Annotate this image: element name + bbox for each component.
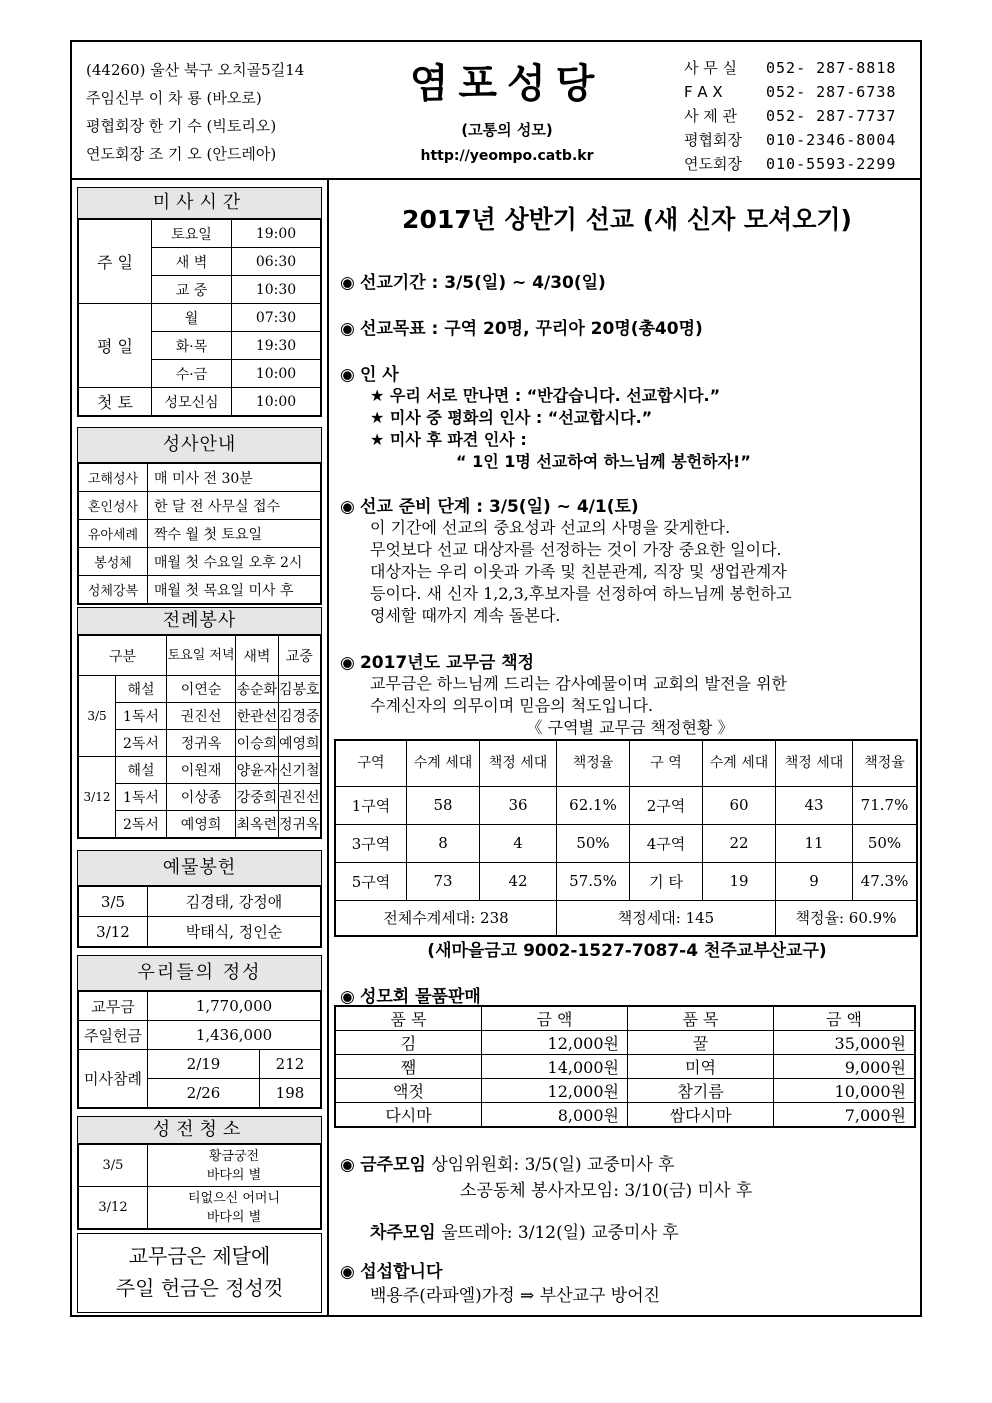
sale-price: 12,000원 — [482, 1031, 628, 1055]
bullet-icon: ◉ — [340, 365, 355, 385]
contact-label: 평협회장 — [684, 131, 742, 149]
sacrament-name: 고해성사 — [79, 464, 148, 492]
greeting-line: ★ 미사 후 파견 인사 : — [370, 430, 527, 449]
bullet-icon: ◉ — [340, 653, 355, 673]
greeting-line: ★ 우리 서로 만나면 : “반갑습니다. 선교합시다.” — [370, 386, 721, 405]
liturgy-cell: 강중희 — [236, 784, 278, 811]
dues-header: 책정율 — [853, 740, 918, 786]
contact-row — [684, 80, 896, 104]
mass-times-box — [77, 187, 322, 417]
dues-total: 책정율: 60.9% — [776, 900, 918, 936]
sale-price: 7,000원 — [774, 1103, 916, 1128]
liturgy-title: 전례봉사 — [78, 608, 321, 635]
finance-box — [77, 955, 322, 1109]
mission-goal — [340, 314, 920, 339]
priest: 주임신부 이 차 룡 (바오로) — [86, 89, 262, 107]
sale-item: 쨈 — [335, 1055, 482, 1079]
sacraments-table — [78, 463, 321, 604]
sale-item: 다시마 — [335, 1103, 482, 1128]
dues-cell: 57.5% — [557, 862, 630, 900]
sacrament-desc: 매월 첫 목요일 미사 후 — [148, 576, 321, 604]
contact-row — [684, 104, 896, 128]
attendance-count: 198 — [260, 1079, 321, 1108]
bank-account: (새마을금고 9002-1527-7087-4 천주교부산교구) — [427, 941, 827, 961]
liturgy-cell: 김봉호 — [278, 676, 320, 703]
callout-line-2: 주일 헌금은 정성껏 — [115, 1276, 284, 1300]
mass-time: 10:00 — [232, 360, 321, 388]
sacrament-desc: 한 달 전 사무실 접수 — [148, 492, 321, 520]
offering-title: 예물봉헌 — [78, 851, 321, 886]
prep-line: 등이다. 새 신자 1,2,3,후보자를 선정하여 하느님께 봉헌하고 — [370, 584, 792, 603]
contact-value: 052- 287-8818 — [766, 59, 897, 77]
next-meeting-line: 울뜨레아: 3/12(일) 교중미사 후 — [441, 1223, 679, 1243]
liturgy-cell: 정귀옥 — [278, 811, 320, 838]
sale-price: 9,000원 — [774, 1055, 916, 1079]
liturgy-cell: 송순화 — [236, 676, 278, 703]
sacrament-desc: 매 미사 전 30분 — [148, 464, 321, 492]
dues-label: 교무금 — [79, 992, 148, 1021]
meeting-line: 상임위원회: 3/5(일) 교중미사 후 — [431, 1155, 675, 1175]
mass-times-title: 미사시간 — [78, 188, 321, 219]
sacraments-box — [77, 427, 322, 605]
liturgy-cell: 한관선 — [236, 703, 278, 730]
greeting-line: “ 1인 1명 선교하여 하느님께 봉헌하자!” — [456, 452, 751, 471]
liturgy-cell: 이상종 — [166, 784, 235, 811]
dues-cell: 58 — [407, 786, 480, 824]
liturgy-cell: 예영희 — [278, 730, 320, 757]
dues-cell: 71.7% — [853, 786, 918, 824]
mass-times-table — [78, 219, 321, 416]
bullet-icon: ◉ — [340, 987, 355, 1007]
bullet-icon: ◉ — [340, 1155, 355, 1175]
prep-line: 무엇보다 선교 대상자를 선정하는 것이 가장 중요한 일이다. — [370, 540, 782, 559]
offering-date: 3/12 — [79, 917, 148, 947]
liturgy-role: 1독서 — [116, 784, 167, 811]
offering-box — [77, 850, 322, 948]
dues-cell: 기 타 — [630, 862, 703, 900]
dues-table-title: 《 구역별 교무금 책정현황 》 — [526, 718, 734, 737]
sale-header: 금 액 — [774, 1006, 916, 1031]
contact-label: 사 제 관 — [684, 107, 738, 125]
dues-cell: 47.3% — [853, 862, 918, 900]
mass-day: 교 중 — [152, 276, 232, 304]
contact-value: 052- 287-6738 — [766, 83, 897, 101]
column-divider — [327, 178, 329, 1315]
greeting-title: 인 사 — [359, 365, 399, 385]
sale-price: 35,000원 — [774, 1031, 916, 1055]
offering-names: 김경태, 강정애 — [148, 887, 321, 917]
sunday-label: 주 일 — [79, 220, 152, 304]
mass-time: 06:30 — [232, 248, 321, 276]
liturgy-role: 2독서 — [116, 811, 167, 838]
dues-line: 수계신자의 의무이며 믿음의 척도입니다. — [370, 696, 654, 715]
cleaning-table — [78, 1144, 321, 1229]
liturgy-date: 3/12 — [79, 757, 116, 838]
next-week-label: 차주모임 — [370, 1223, 436, 1243]
liturgy-header: 새벽 — [236, 636, 278, 676]
farewell-line: 백용주(라파엘)가정 ⇒ 부산교구 방어진 — [370, 1286, 661, 1306]
contact-row — [684, 128, 896, 152]
cleaning-group: 바다의 별 — [206, 1167, 262, 1183]
farewell-title: 섭섭합니다 — [360, 1262, 443, 1282]
sale-item: 꿀 — [628, 1031, 774, 1055]
sale-price: 12,000원 — [482, 1079, 628, 1103]
liturgy-cell: 권진선 — [278, 784, 320, 811]
mass-day: 화·목 — [152, 332, 232, 360]
liturgy-cell: 이원재 — [166, 757, 235, 784]
liturgy-cell: 김경중 — [278, 703, 320, 730]
attendance-label: 미사참례 — [79, 1050, 148, 1108]
dues-line: 교무금은 하느님께 드리는 감사예물이며 교회의 발전을 위한 — [370, 674, 787, 693]
dues-title: 2017년도 교무금 책정 — [359, 653, 535, 673]
dues-table — [334, 739, 918, 937]
dues-table-wrap — [334, 739, 918, 937]
mass-time: 19:00 — [232, 220, 321, 248]
cleaning-title: 성전청소 — [78, 1117, 321, 1144]
dues-header: 책정율 — [557, 740, 630, 786]
sacrament-name: 성체강복 — [79, 576, 148, 604]
contacts — [684, 56, 896, 176]
sacrament-desc: 매월 첫 수요일 오후 2시 — [148, 548, 321, 576]
mission-goal-text: 선교목표 : 구역 20명, 꾸리아 20명(총40명) — [359, 319, 703, 339]
dues-cell: 8 — [407, 824, 480, 862]
dues-cell: 11 — [776, 824, 853, 862]
mass-day: 새 벽 — [152, 248, 232, 276]
liturgy-cell: 이승희 — [236, 730, 278, 757]
contact-value: 010-5593-2299 — [766, 155, 897, 173]
attendance-date: 2/19 — [148, 1050, 260, 1079]
dues-header: 수계 세대 — [407, 740, 480, 786]
sunday-offering-label: 주일헌금 — [79, 1021, 148, 1050]
contact-value: 010-2346-8004 — [766, 131, 897, 149]
dues-cell: 2구역 — [630, 786, 703, 824]
meeting-line: 소공동체 봉사자모임: 3/10(금) 미사 후 — [460, 1181, 753, 1201]
mass-time: 07:30 — [232, 304, 321, 332]
liturgy-date: 3/5 — [79, 676, 116, 757]
liturgy-box — [77, 607, 322, 839]
sale-header: 품 목 — [335, 1006, 482, 1031]
sale-section — [340, 982, 920, 1007]
mission-period — [340, 268, 920, 293]
weekday-label: 평 일 — [79, 304, 152, 388]
prep-title: 선교 준비 단계 : 3/5(일) ~ 4/1(토) — [359, 497, 639, 517]
mass-day: 수·금 — [152, 360, 232, 388]
bullet-icon: ◉ — [340, 319, 355, 339]
contact-value: 052- 287-7737 — [766, 107, 897, 125]
cleaning-date: 3/5 — [79, 1145, 148, 1187]
first-sat-label: 첫 토 — [79, 388, 152, 416]
sale-price: 10,000원 — [774, 1079, 916, 1103]
sacrament-desc: 짝수 월 첫 토요일 — [148, 520, 321, 548]
cleaning-group: 티없으신 어머니 — [187, 1190, 281, 1206]
this-week-label: 금주모임 — [360, 1155, 426, 1175]
liturgy-role: 해설 — [116, 757, 167, 784]
dues-header: 수계 세대 — [703, 740, 776, 786]
liturgy-header: 토요일 저녁 — [166, 636, 235, 676]
meetings-section — [340, 1152, 920, 1246]
header-info — [86, 56, 304, 168]
sale-item: 미역 — [628, 1055, 774, 1079]
bullet-icon: ◉ — [340, 1262, 355, 1282]
church-url[interactable]: http://yeompo.catb.kr — [420, 148, 594, 164]
cleaning-box — [77, 1116, 322, 1230]
sacrament-name: 혼인성사 — [79, 492, 148, 520]
bullet-icon: ◉ — [340, 273, 355, 293]
cleaning-group: 바다의 별 — [206, 1209, 262, 1225]
callout-box — [77, 1233, 322, 1313]
contact-label: F A X — [684, 83, 723, 101]
liturgy-cell: 권진선 — [166, 703, 235, 730]
dues-cell: 73 — [407, 862, 480, 900]
sunday-offering-value: 1,436,000 — [148, 1021, 321, 1050]
cleaning-date: 3/12 — [79, 1187, 148, 1229]
sale-header: 금 액 — [482, 1006, 628, 1031]
attendance-count: 212 — [260, 1050, 321, 1079]
liturgy-role: 2독서 — [116, 730, 167, 757]
sale-table — [334, 1005, 916, 1128]
attendance-date: 2/26 — [148, 1079, 260, 1108]
farewell-section — [340, 1260, 920, 1308]
liturgy-cell: 예영희 — [166, 811, 235, 838]
header — [72, 42, 920, 180]
callout-line-1: 교무금은 제달에 — [128, 1244, 271, 1268]
dues-cell: 3구역 — [335, 824, 407, 862]
dues-total: 책정세대: 145 — [557, 900, 776, 936]
sale-item: 액젓 — [335, 1079, 482, 1103]
dues-header: 구역 — [335, 740, 407, 786]
dues-cell: 62.1% — [557, 786, 630, 824]
liturgy-cell: 정귀옥 — [166, 730, 235, 757]
dues-cell: 50% — [557, 824, 630, 862]
contact-label: 사 무 실 — [684, 59, 738, 77]
sale-item: 참기름 — [628, 1079, 774, 1103]
church-name: 염포성당 — [409, 61, 605, 107]
bullet-icon: ◉ — [340, 497, 355, 517]
liturgy-header: 구분 — [79, 636, 167, 676]
church-subtitle: (고통의 성모) — [461, 121, 553, 139]
sacraments-title: 성사안내 — [78, 428, 321, 463]
prep-line: 대상자는 우리 이웃과 가족 및 친분관계, 직장 및 생업관계자 — [370, 562, 787, 581]
mass-day: 토요일 — [152, 220, 232, 248]
liturgy-cell: 최옥련 — [236, 811, 278, 838]
mass-time: 19:30 — [232, 332, 321, 360]
dues-cell: 43 — [776, 786, 853, 824]
sale-price: 8,000원 — [482, 1103, 628, 1128]
dues-cell: 50% — [853, 824, 918, 862]
liturgy-cell: 신기철 — [278, 757, 320, 784]
mass-time: 10:30 — [232, 276, 321, 304]
finance-table — [78, 991, 321, 1108]
sale-item: 김 — [335, 1031, 482, 1055]
greeting-section — [340, 360, 920, 473]
dues-value: 1,770,000 — [148, 992, 321, 1021]
liturgy-cell: 이연순 — [166, 676, 235, 703]
bulletin-frame — [70, 40, 922, 1317]
liturgy-role: 해설 — [116, 676, 167, 703]
dues-section — [340, 648, 920, 739]
dues-cell: 4 — [480, 824, 557, 862]
dues-cell: 36 — [480, 786, 557, 824]
cleaning-group: 황금궁전 — [208, 1148, 260, 1164]
dues-header: 구 역 — [630, 740, 703, 786]
sale-table-wrap — [334, 1005, 916, 1128]
dues-cell: 4구역 — [630, 824, 703, 862]
pastoral-chair: 평협회장 한 기 수 (빅토리오) — [86, 117, 277, 135]
liturgy-cell: 양윤자 — [236, 757, 278, 784]
dues-cell: 60 — [703, 786, 776, 824]
address: (44260) 울산 북구 오치골5길14 — [86, 61, 305, 79]
sale-header: 품 목 — [628, 1006, 774, 1031]
sale-item: 쌈다시마 — [628, 1103, 774, 1128]
dues-cell: 22 — [703, 824, 776, 862]
mission-period-text: 선교기간 : 3/5(일) ~ 4/30(일) — [359, 273, 606, 293]
dues-total: 전체수계세대: 238 — [335, 900, 557, 936]
mass-day: 성모신심 — [152, 388, 232, 416]
dues-cell: 9 — [776, 862, 853, 900]
contact-row — [684, 152, 896, 176]
offering-names: 박태식, 정인순 — [148, 917, 321, 947]
offering-date: 3/5 — [79, 887, 148, 917]
sale-price: 14,000원 — [482, 1055, 628, 1079]
prep-line: 영세할 때까지 계속 돌본다. — [370, 606, 561, 625]
offering-table — [78, 886, 321, 947]
sacrament-name: 봉성체 — [79, 548, 148, 576]
dues-cell: 19 — [703, 862, 776, 900]
liturgy-table — [78, 635, 321, 838]
main-title: 2017년 상반기 선교 (새 신자 모셔오기) — [402, 205, 852, 234]
youth-chair: 연도회장 조 기 오 (안드레아) — [86, 145, 277, 163]
dues-header: 책정 세대 — [480, 740, 557, 786]
dues-cell: 5구역 — [335, 862, 407, 900]
mass-time: 10:00 — [232, 388, 321, 416]
mass-day: 월 — [152, 304, 232, 332]
contact-label: 연도회장 — [684, 155, 742, 173]
prep-section — [340, 492, 920, 627]
greeting-line: ★ 미사 중 평화의 인사 : “선교합시다.” — [370, 408, 653, 427]
liturgy-role: 1독서 — [116, 703, 167, 730]
finance-title: 우리들의 정성 — [78, 956, 321, 991]
prep-line: 이 기간에 선교의 중요성과 선교의 사명을 갖게한다. — [370, 518, 731, 537]
sale-title: 성모회 물품판매 — [359, 987, 481, 1007]
dues-cell: 1구역 — [335, 786, 407, 824]
sacrament-name: 유아세례 — [79, 520, 148, 548]
header-title-block — [382, 52, 632, 164]
dues-header: 책정 세대 — [776, 740, 853, 786]
contact-row — [684, 56, 896, 80]
liturgy-header: 교중 — [278, 636, 320, 676]
dues-cell: 42 — [480, 862, 557, 900]
